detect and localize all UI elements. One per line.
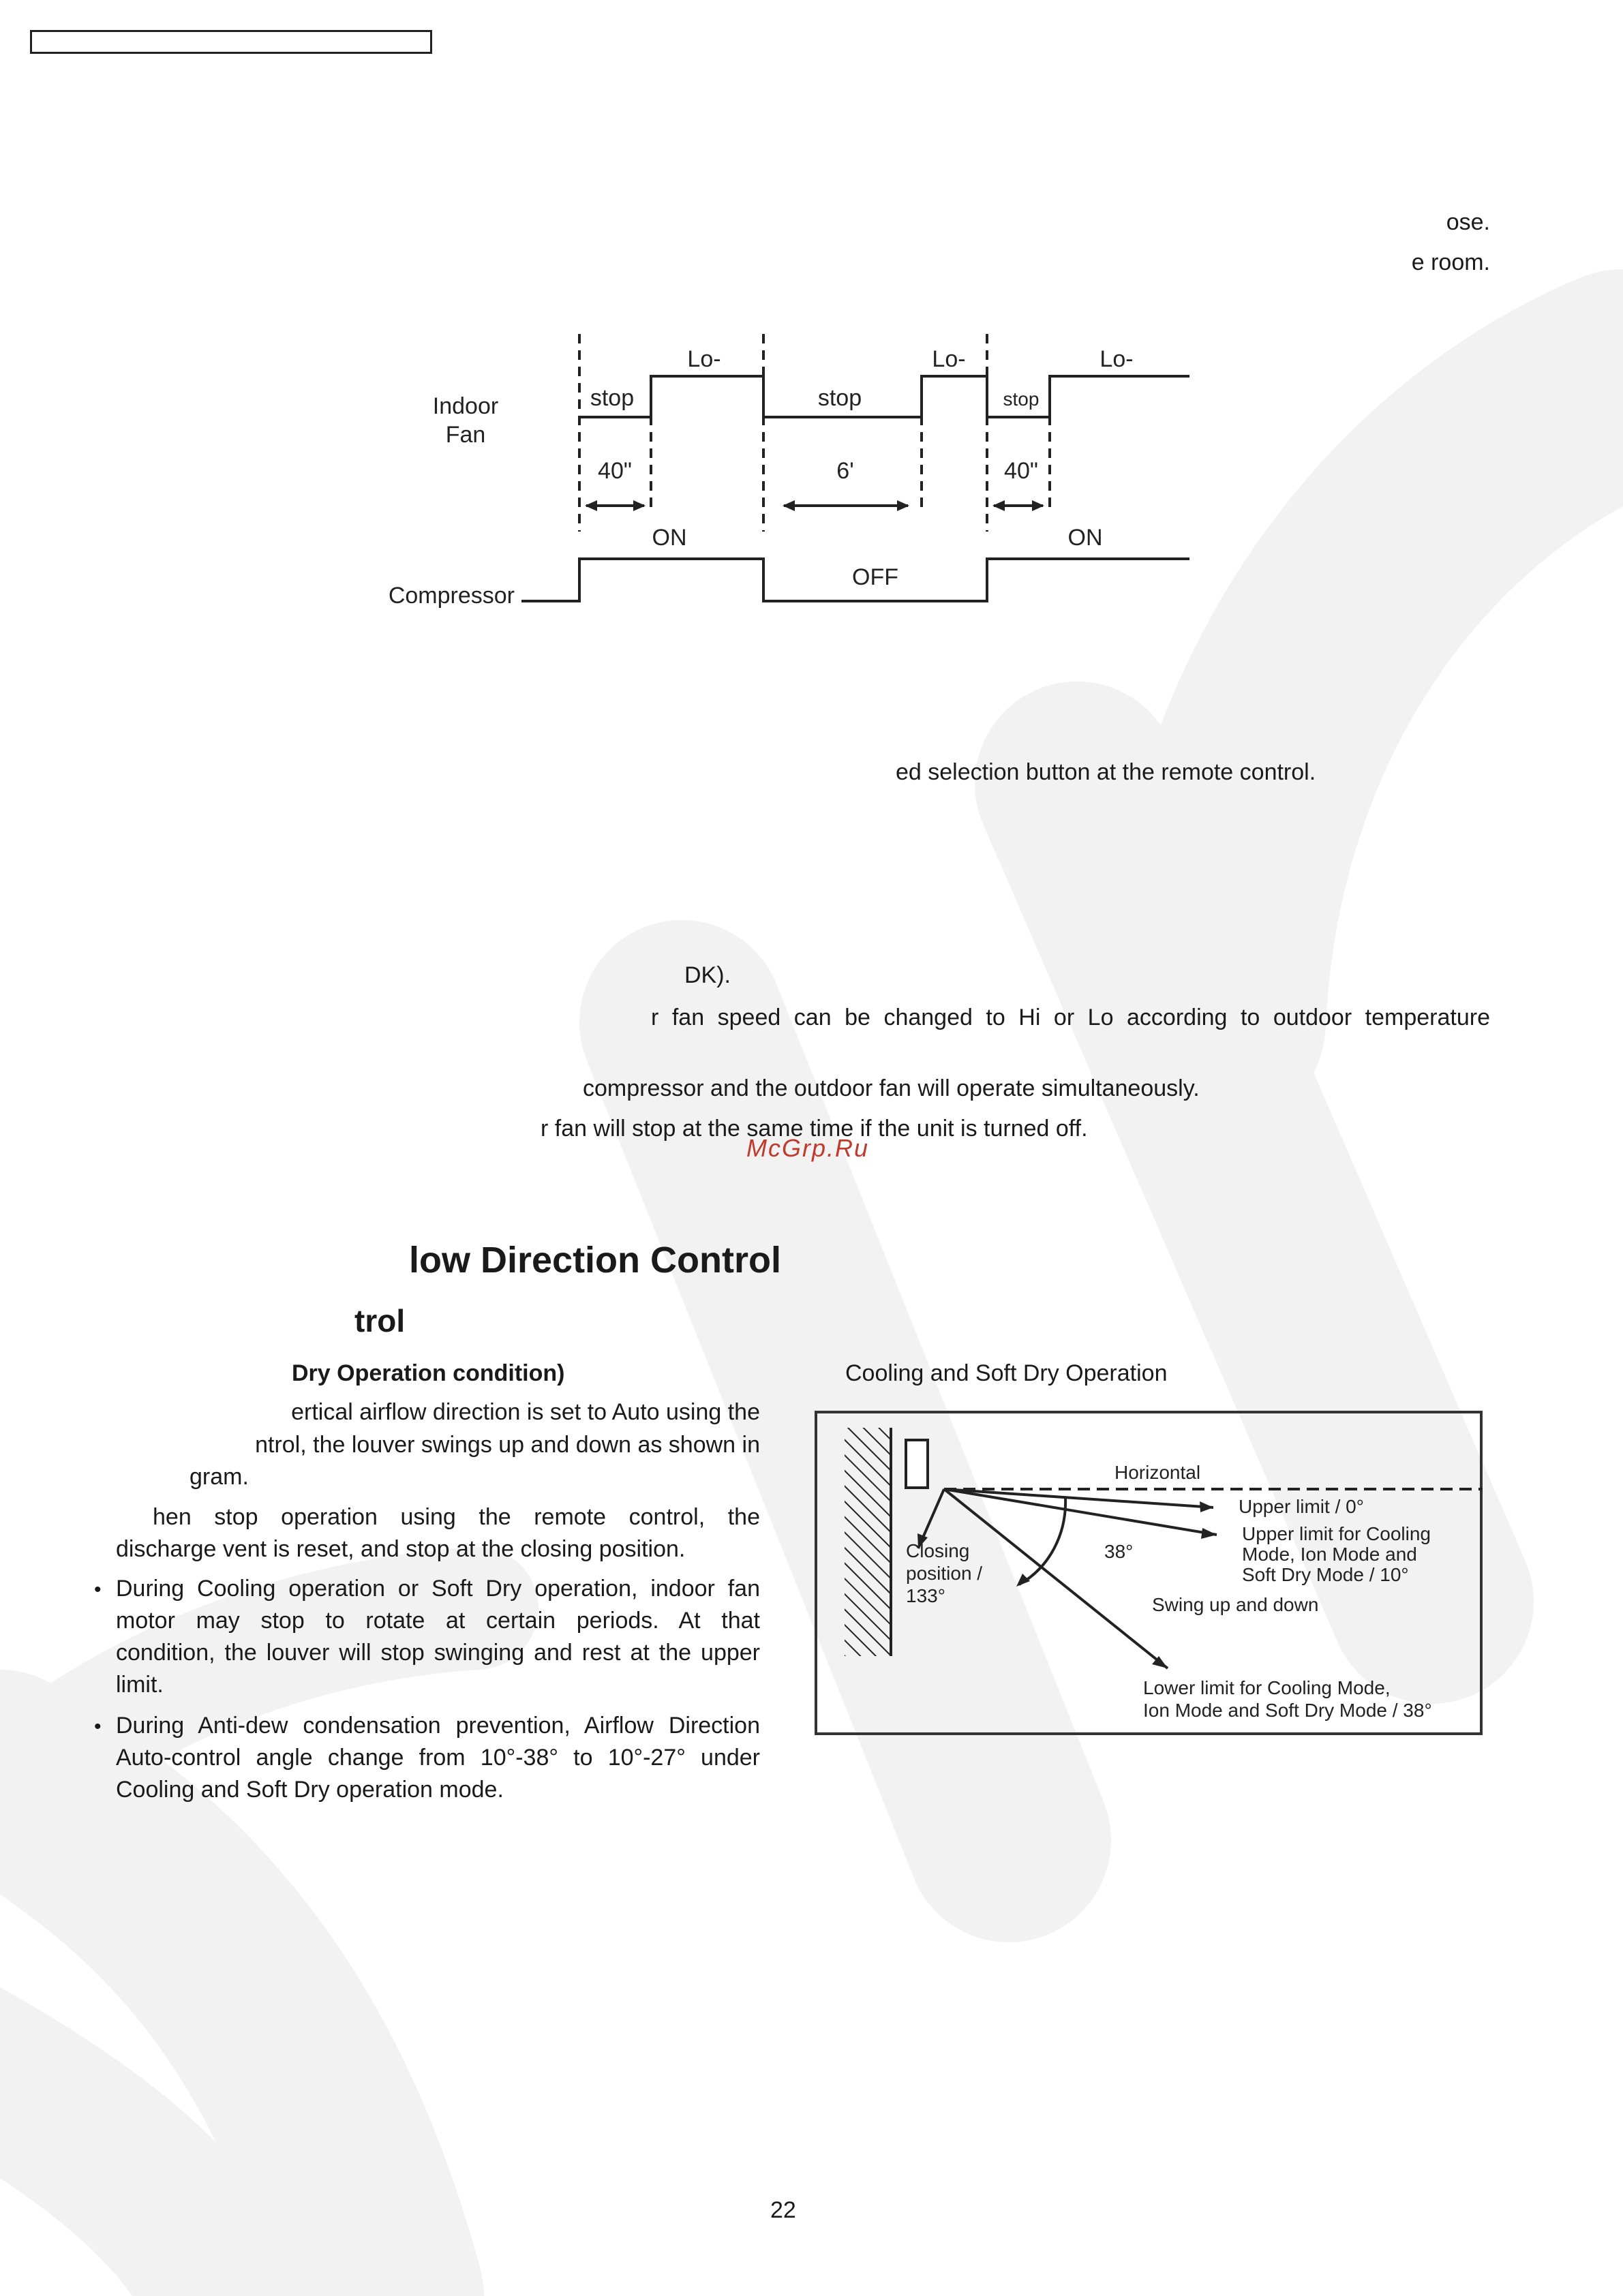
upper-cool-label-3: Soft Dry Mode / 10° <box>1242 1564 1409 1585</box>
angle-label: 38° <box>1104 1541 1134 1562</box>
bullet-icon: • <box>94 1578 102 1601</box>
closing-label-2: position / <box>906 1563 983 1584</box>
stop-label: stop <box>590 385 635 411</box>
bullet1-line1: During Cooling operation or Soft Dry operation, indoor fan <box>116 1576 760 1602</box>
duration-label: 40" <box>1004 458 1038 484</box>
compressor-label: Compressor <box>388 583 515 609</box>
section-subtitle: trol <box>354 1303 406 1338</box>
lo-label: Lo- <box>932 346 966 372</box>
swing-label: Swing up and down <box>1152 1594 1319 1615</box>
lo-label: Lo- <box>1099 346 1134 372</box>
bullet-icon: • <box>94 1715 102 1738</box>
text-line-mid-4: compressor and the outdoor fan will operate simultaneously. <box>583 1075 1200 1101</box>
bullet2-line1: During Anti-dew condensation prevention, Airflow Direction <box>116 1713 760 1739</box>
bullet1-line2: motor may stop to rotate at certain periods. At that <box>116 1608 760 1634</box>
header-box <box>30 30 432 54</box>
text-line-mid-5: r fan will stop at the same time if the unit is turned off. <box>541 1116 1088 1142</box>
off-label: OFF <box>852 564 898 590</box>
on-label: ON <box>1067 525 1103 551</box>
lower-limit-label-2: Ion Mode and Soft Dry Mode / 38° <box>1143 1700 1432 1721</box>
text-line-top-2: e room. <box>1411 249 1490 275</box>
upper-cool-label-1: Upper limit for Cooling <box>1242 1523 1431 1544</box>
upper-limit-label: Upper limit / 0° <box>1239 1496 1364 1517</box>
text-line-top-1: ose. <box>1446 209 1490 235</box>
diagram-caption: Cooling and Soft Dry Operation <box>845 1360 1168 1386</box>
lower-limit-label-1: Lower limit for Cooling Mode, <box>1143 1677 1391 1698</box>
indoor-fan-label-2: Fan <box>445 422 486 448</box>
louver-swing-diagram <box>815 1411 1483 1738</box>
text-line-mid-2: DK). <box>684 962 731 988</box>
bullet1-line3: condition, the louver will stop swinging and rest at the upper <box>116 1640 760 1666</box>
text-line-mid-1: ed selection button at the remote control. <box>896 759 1316 785</box>
condition-heading: Dry Operation condition) <box>292 1360 565 1386</box>
para2-line1: hen stop operation using the remote control, the <box>153 1504 760 1530</box>
fan-compressor-timing-chart <box>368 327 1207 627</box>
closing-label-3: 133° <box>906 1585 945 1606</box>
stop-label: stop <box>1003 388 1040 410</box>
para2-line2: discharge vent is reset, and stop at the closing position. <box>116 1536 686 1562</box>
duration-label: 6' <box>836 458 854 484</box>
page-number: 22 <box>770 2197 796 2223</box>
section-title: low Direction Control <box>409 1240 781 1281</box>
upper-cool-label-2: Mode, Ion Mode and <box>1242 1544 1417 1565</box>
text-line-mid-3: r fan speed can be changed to Hi or Lo according to outdoor temperature <box>651 1005 1490 1030</box>
duration-label: 40" <box>598 458 632 484</box>
para1-line3: gram. <box>189 1464 249 1490</box>
bullet2-line2: Auto-control angle change from 10°-38° to 10°-27° under <box>116 1745 760 1771</box>
on-label: ON <box>652 525 687 551</box>
para1-line2: ntrol, the louver swings up and down as shown in <box>255 1432 760 1458</box>
lo-label: Lo- <box>687 346 721 372</box>
bullet2-line3: Cooling and Soft Dry operation mode. <box>116 1777 504 1803</box>
para1-line1: ertical airflow direction is set to Auto using the <box>291 1399 760 1425</box>
indoor-fan-label: Indoor <box>432 393 499 419</box>
stop-label: stop <box>817 385 862 411</box>
bullet1-line4: limit. <box>116 1672 164 1698</box>
site-watermark-text: McGrp.Ru <box>746 1134 870 1162</box>
closing-label-1: Closing <box>906 1540 970 1561</box>
horizontal-label: Horizontal <box>1114 1462 1201 1483</box>
